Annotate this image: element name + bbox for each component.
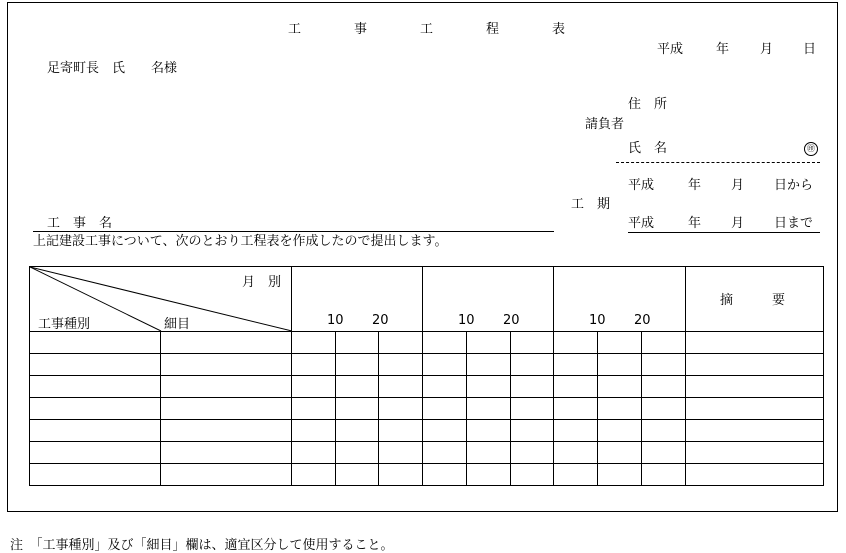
seal-icon: ㊞ — [804, 142, 818, 156]
day-cell[interactable] — [292, 442, 336, 464]
day-tick: 10 — [458, 313, 475, 328]
to-era: 平成 — [628, 216, 655, 231]
day-cell[interactable] — [292, 420, 336, 442]
day-cell[interactable] — [467, 354, 511, 376]
form-title — [288, 22, 565, 38]
day-cell[interactable] — [554, 442, 598, 464]
detail-header: 細目 — [164, 317, 191, 332]
table-row — [30, 398, 824, 420]
detail-cell[interactable] — [161, 332, 292, 354]
footnote: 注 「工事種別」及び「細目」欄は、適宜区分して使用すること。 — [10, 538, 394, 553]
detail-cell[interactable] — [161, 398, 292, 420]
day-cell[interactable] — [554, 420, 598, 442]
work-type-cell[interactable] — [30, 376, 161, 398]
table-row — [30, 376, 824, 398]
title-char: 工 — [288, 22, 302, 37]
diagonal-header-cell — [30, 267, 292, 332]
day-cell[interactable] — [379, 354, 423, 376]
day-cell[interactable] — [292, 464, 336, 486]
day-cell[interactable] — [423, 464, 467, 486]
day-cell[interactable] — [336, 332, 379, 354]
day-cell[interactable] — [554, 464, 598, 486]
title-char: 事 — [354, 22, 368, 37]
day-tick: 20 — [503, 313, 520, 328]
day-cell[interactable] — [423, 398, 467, 420]
detail-cell[interactable] — [161, 376, 292, 398]
name-label: 氏 名 — [628, 141, 668, 156]
from-day: 日から — [774, 178, 814, 193]
day-cell[interactable] — [379, 420, 423, 442]
day-tick: 20 — [372, 313, 389, 328]
detail-cell[interactable] — [161, 442, 292, 464]
day-cell[interactable] — [336, 398, 379, 420]
remarks-cell[interactable] — [686, 442, 824, 464]
day-cell[interactable] — [336, 442, 379, 464]
day-cell[interactable] — [336, 464, 379, 486]
day-tick: 10 — [327, 313, 344, 328]
month-column-2 — [423, 267, 554, 332]
title-char: 程 — [486, 22, 500, 37]
day-cell[interactable] — [598, 376, 642, 398]
date-day: 日 — [803, 42, 817, 57]
day-cell[interactable] — [511, 354, 554, 376]
day-cell[interactable] — [292, 354, 336, 376]
day-cell[interactable] — [467, 376, 511, 398]
work-type-cell[interactable] — [30, 398, 161, 420]
remarks-cell[interactable] — [686, 376, 824, 398]
day-cell[interactable] — [642, 376, 686, 398]
day-cell[interactable] — [511, 420, 554, 442]
day-cell[interactable] — [642, 398, 686, 420]
day-cell[interactable] — [467, 420, 511, 442]
to-month: 月 — [731, 216, 745, 231]
remarks-header: 摘 要 — [720, 293, 786, 308]
day-cell[interactable] — [423, 332, 467, 354]
day-cell[interactable] — [379, 376, 423, 398]
day-cell[interactable] — [423, 420, 467, 442]
day-cell[interactable] — [467, 464, 511, 486]
day-cell[interactable] — [598, 398, 642, 420]
work-type-cell[interactable] — [30, 442, 161, 464]
day-cell[interactable] — [554, 354, 598, 376]
title-char: 表 — [552, 22, 566, 37]
detail-cell[interactable] — [161, 464, 292, 486]
detail-cell[interactable] — [161, 420, 292, 442]
day-cell[interactable] — [379, 464, 423, 486]
day-cell[interactable] — [554, 376, 598, 398]
remarks-cell[interactable] — [686, 420, 824, 442]
day-cell[interactable] — [379, 332, 423, 354]
date-year: 年 — [716, 42, 730, 57]
from-month: 月 — [731, 178, 745, 193]
title-char: 工 — [420, 22, 434, 37]
day-cell[interactable] — [642, 420, 686, 442]
day-cell[interactable] — [467, 442, 511, 464]
day-cell[interactable] — [292, 332, 336, 354]
to-year: 年 — [688, 216, 702, 231]
to-day: 日まで — [774, 216, 814, 231]
table-row — [30, 464, 824, 486]
detail-cell[interactable] — [161, 354, 292, 376]
addressee: 足寄町長 氏 名様 — [47, 61, 178, 76]
day-cell[interactable] — [642, 332, 686, 354]
day-cell[interactable] — [598, 332, 642, 354]
name-dotted-line — [616, 162, 820, 163]
day-cell[interactable] — [292, 398, 336, 420]
table-row — [30, 332, 824, 354]
from-era: 平成 — [628, 178, 655, 193]
day-cell[interactable] — [423, 354, 467, 376]
day-cell[interactable] — [467, 332, 511, 354]
day-cell[interactable] — [642, 464, 686, 486]
project-name-underline — [33, 231, 554, 232]
day-cell[interactable] — [598, 420, 642, 442]
type-header: 工事種別 — [38, 317, 91, 332]
table-row — [30, 442, 824, 464]
day-cell[interactable] — [336, 420, 379, 442]
remarks-cell[interactable] — [686, 398, 824, 420]
day-cell[interactable] — [598, 464, 642, 486]
project-name-label: 工 事 名 — [47, 216, 113, 231]
day-tick: 20 — [634, 313, 651, 328]
day-cell[interactable] — [511, 398, 554, 420]
work-type-cell[interactable] — [30, 420, 161, 442]
statement-text: 上記建設工事について、次のとおり工程表を作成したので提出します。 — [33, 234, 448, 249]
from-year: 年 — [688, 178, 702, 193]
day-cell[interactable] — [598, 442, 642, 464]
day-cell[interactable] — [336, 354, 379, 376]
day-cell[interactable] — [423, 442, 467, 464]
day-cell[interactable] — [598, 354, 642, 376]
table-row — [30, 354, 824, 376]
day-cell[interactable] — [379, 442, 423, 464]
day-cell[interactable] — [642, 442, 686, 464]
period-underline — [628, 232, 820, 233]
remarks-cell[interactable] — [686, 464, 824, 486]
work-type-cell[interactable] — [30, 464, 161, 486]
day-cell[interactable] — [423, 376, 467, 398]
day-cell[interactable] — [292, 376, 336, 398]
day-cell[interactable] — [511, 442, 554, 464]
schedule-table — [29, 266, 824, 486]
date-month: 月 — [760, 42, 774, 57]
contractor-label: 請負者 — [585, 117, 625, 132]
address-label: 住 所 — [628, 97, 668, 112]
date-era: 平成 — [657, 42, 684, 57]
day-cell[interactable] — [467, 398, 511, 420]
day-cell[interactable] — [642, 354, 686, 376]
month-header: 月 別 — [242, 275, 282, 290]
work-type-cell[interactable] — [30, 354, 161, 376]
day-cell[interactable] — [554, 332, 598, 354]
table-header-row — [30, 267, 824, 332]
day-cell[interactable] — [336, 376, 379, 398]
work-type-cell[interactable] — [30, 332, 161, 354]
day-cell[interactable] — [554, 398, 598, 420]
remarks-cell[interactable] — [686, 332, 824, 354]
month-column-1 — [292, 267, 423, 332]
month-column-3 — [554, 267, 686, 332]
day-cell[interactable] — [379, 398, 423, 420]
table-row — [30, 420, 824, 442]
day-cell[interactable] — [511, 376, 554, 398]
day-cell[interactable] — [511, 464, 554, 486]
remarks-header-cell — [686, 267, 824, 332]
remarks-cell[interactable] — [686, 354, 824, 376]
day-tick: 10 — [589, 313, 606, 328]
day-cell[interactable] — [511, 332, 554, 354]
period-label: 工 期 — [571, 197, 611, 212]
